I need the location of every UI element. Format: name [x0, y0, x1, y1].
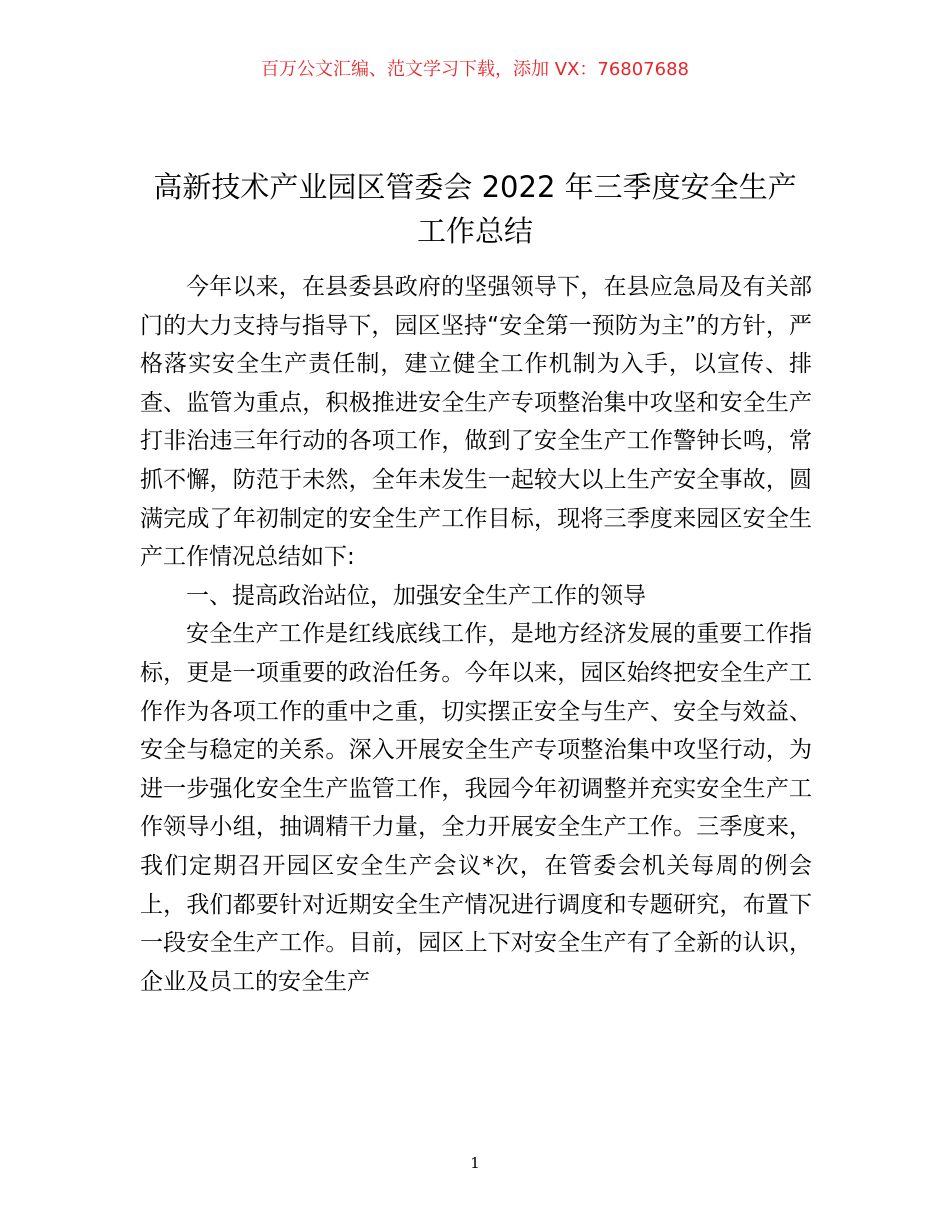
page-number: 1 — [470, 1154, 480, 1172]
document-body — [140, 268, 812, 1001]
paragraph-section-1: 安全生产工作是红线底线工作，是地方经济发展的重要工作指标，更是一项重要的政治任务。今年以来，园区始终把安全生产工作作为各项工作的重中之重，切实摆正安全与生产、安全与效益、安全与稳定的关系。深入开展安全生产专项整治集中攻坚行动，为进一步强化安全生产监管工作，我园今年初调整并充实安全生产工作领导小组，抽调精干力量，全力开展安全生产工作。三季度来，我们定期召开园区安全生产会议*次，在管委会机关每周的例会上，我们都要针对近期安全生产情况进行调度和专题研究，布置下一段安全生产工作。目前，园区上下对安全生产有了全新的认识，企业及员工的安全生产 — [140, 621, 812, 995]
paragraph-intro: 今年以来，在县委县政府的坚强领导下，在县应急局及有关部门的大力支持与指导下，园区坚持“安全第一预防为主”的方针，严格落实安全生产责任制，建立健全工作机制为入手，以宣传、排查、监管为重点，积极推进安全生产专项整治集中攻坚和安全生产打非治违三年行动的各项工作，做到了安全生产工作警钟长鸣，常抓不懈，防范于未然，全年未发生一起较大以上生产安全事故，圆满完成了年初制定的安全生产工作目标，现将三季度来园区安全生产工作情况总结如下: — [140, 274, 812, 571]
document-title: 高新技术产业园区管委会 2022 年三季度安全生产工作总结 — [153, 170, 797, 248]
section-heading-1: 一、提高政治站位，加强安全生产工作的领导 — [186, 582, 646, 609]
watermark-header: 百万公文汇编、范文学习下载，添加 VX：76807688 — [261, 59, 689, 80]
